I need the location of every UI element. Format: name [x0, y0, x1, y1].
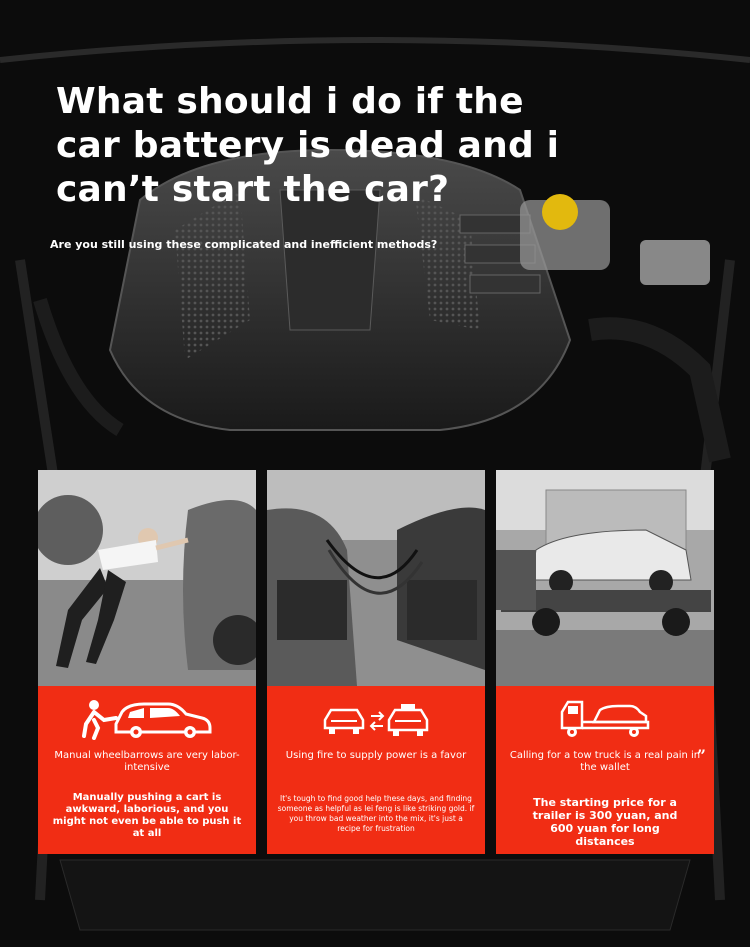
photo-jump-start-cars [267, 470, 485, 686]
method-card-tow-truck [496, 470, 714, 854]
card-description: The starting price for a trailer is 300 yuan, and 600 yuan for long distances [532, 796, 678, 848]
jump-start-cars-icon [321, 704, 431, 738]
person-pushing-car-icon [82, 698, 212, 740]
card-panel [267, 686, 485, 854]
method-card-push [38, 470, 256, 854]
card-panel [496, 686, 714, 854]
card-description: Manually pushing a cart is awkward, laborious, and you might not even be able to push it at all [52, 792, 242, 839]
card-description: It's tough to find good help these days, and finding someone as helpful as lei feng is like striking gold. if you throw bad weather into the mix, it's just a recipe for frustration [277, 794, 475, 833]
page-title: What should i do if the car battery is dead and i can’t start the car? [56, 81, 560, 210]
card-panel [38, 686, 256, 854]
method-card-jump-start [267, 470, 485, 854]
page-subtitle: Are you still using these complicated and inefficient methods? [50, 238, 438, 251]
quote-mark: ” [696, 746, 706, 765]
photo-tow-truck [496, 470, 714, 686]
tow-truck-icon [560, 698, 650, 740]
card-title: Manual wheelbarrows are very labor-intensive [54, 750, 240, 773]
card-title: Using fire to supply power is a favor [285, 750, 467, 761]
card-title: Calling for a tow truck is a real pain in the wallet [509, 750, 701, 773]
photo-man-pushing-car [38, 470, 256, 686]
